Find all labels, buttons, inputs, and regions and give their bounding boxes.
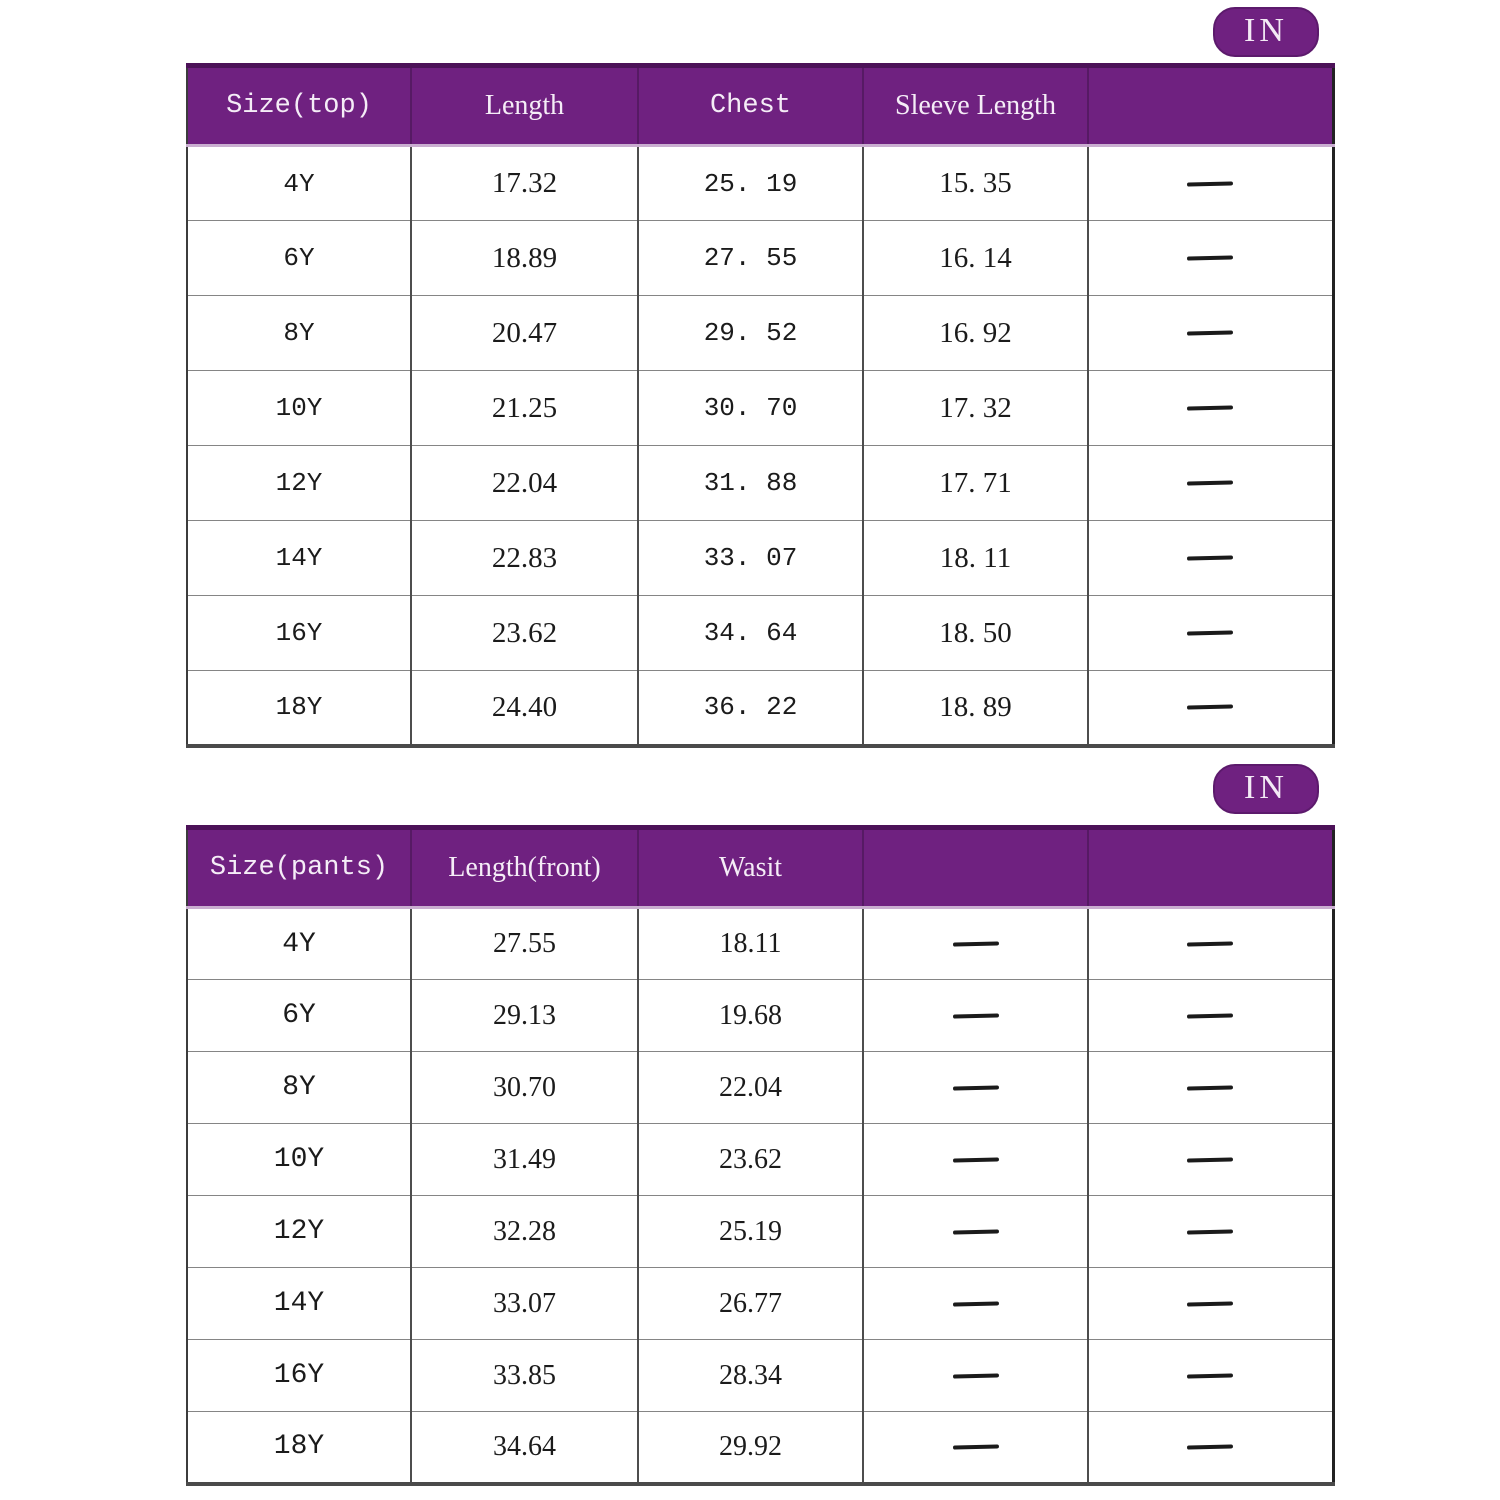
dash-mark [1187,181,1233,186]
empty-measurement-cell [863,1268,1088,1340]
size-cell: 10Y [187,1124,411,1196]
measurement-cell: 29.13 [411,980,638,1052]
column-header [863,828,1088,908]
dash-mark [1187,1013,1233,1018]
measurement-cell: 22.04 [638,1052,863,1124]
measurement-cell: 29.92 [638,1412,863,1484]
dash-mark [1187,1157,1233,1162]
size-cell: 4Y [187,908,411,980]
size-cell: 12Y [187,1196,411,1268]
dash-mark [952,1373,998,1378]
empty-measurement-cell [1088,596,1333,671]
empty-measurement-cell [1088,296,1333,371]
table-row [187,1124,1333,1196]
measurement-cell: 17. 32 [863,371,1088,446]
measurement-cell: 24.40 [411,671,638,746]
column-header: Size(pants) [187,828,411,908]
dash-mark [952,1301,998,1306]
column-header [1088,828,1333,908]
measurement-cell: 18. 50 [863,596,1088,671]
table-row [187,908,1333,980]
empty-measurement-cell [1088,1124,1333,1196]
measurement-cell: 33.85 [411,1340,638,1412]
measurement-cell: 31. 88 [638,446,863,521]
dash-mark [1187,330,1233,335]
column-header: Length(front) [411,828,638,908]
size-cell: 12Y [187,446,411,521]
measurement-cell: 18. 89 [863,671,1088,746]
measurement-cell: 21.25 [411,371,638,446]
measurement-cell: 34. 64 [638,596,863,671]
measurement-cell: 30.70 [411,1052,638,1124]
header-row [187,66,1333,146]
empty-measurement-cell [863,1412,1088,1484]
empty-measurement-cell [1088,146,1333,221]
measurement-cell: 22.04 [411,446,638,521]
measurement-cell: 16. 14 [863,221,1088,296]
measurement-cell: 25. 19 [638,146,863,221]
table-row [187,1196,1333,1268]
empty-measurement-cell [863,1340,1088,1412]
dash-mark [952,1085,998,1090]
size-cell: 16Y [187,1340,411,1412]
empty-measurement-cell [863,908,1088,980]
empty-measurement-cell [1088,371,1333,446]
empty-measurement-cell [1088,1196,1333,1268]
table-row [187,521,1333,596]
table-row [187,1412,1333,1484]
dash-mark [952,1157,998,1162]
measurement-cell: 16. 92 [863,296,1088,371]
measurement-cell: 17.32 [411,146,638,221]
empty-measurement-cell [1088,221,1333,296]
dash-mark [1187,1085,1233,1090]
table-row [187,371,1333,446]
empty-measurement-cell [863,980,1088,1052]
measurement-cell: 27. 55 [638,221,863,296]
table-row [187,671,1333,746]
table-row [187,296,1333,371]
measurement-cell: 34.64 [411,1412,638,1484]
size-cell: 16Y [187,596,411,671]
measurement-cell: 27.55 [411,908,638,980]
empty-measurement-cell [863,1052,1088,1124]
measurement-cell: 20.47 [411,296,638,371]
empty-measurement-cell [1088,1268,1333,1340]
empty-measurement-cell [1088,1412,1333,1484]
size-cell: 18Y [187,1412,411,1484]
measurement-cell: 33.07 [411,1268,638,1340]
empty-measurement-cell [1088,446,1333,521]
size-cell: 14Y [187,521,411,596]
dash-mark [1187,941,1233,946]
column-header: Wasit [638,828,863,908]
size-cell: 4Y [187,146,411,221]
table-row [187,596,1333,671]
measurement-cell: 36. 22 [638,671,863,746]
dash-mark [1187,1229,1233,1234]
dash-mark [1187,630,1233,635]
size-cell: 8Y [187,296,411,371]
measurement-cell: 18. 11 [863,521,1088,596]
table-row [187,980,1333,1052]
header-row [187,828,1333,908]
column-header [1088,66,1333,146]
size-cell: 6Y [187,980,411,1052]
column-header: Chest [638,66,863,146]
measurement-cell: 17. 71 [863,446,1088,521]
dash-mark [952,1444,998,1449]
column-header: Sleeve Length [863,66,1088,146]
column-header: Length [411,66,638,146]
measurement-cell: 18.11 [638,908,863,980]
dash-mark [1187,255,1233,260]
size-cell: 6Y [187,221,411,296]
unit-badge-bottom: IN [1213,764,1319,814]
empty-measurement-cell [1088,980,1333,1052]
measurement-cell: 23.62 [638,1124,863,1196]
measurement-cell: 28.34 [638,1340,863,1412]
top-size-table [186,63,1335,748]
measurement-cell: 30. 70 [638,371,863,446]
measurement-cell: 22.83 [411,521,638,596]
unit-badge-top: IN [1213,7,1319,57]
measurement-cell: 23.62 [411,596,638,671]
dash-mark [1187,480,1233,485]
column-header: Size(top) [187,66,411,146]
dash-mark [1187,1444,1233,1449]
table-row [187,446,1333,521]
table-row [187,221,1333,296]
empty-measurement-cell [1088,1340,1333,1412]
table-row [187,146,1333,221]
measurement-cell: 15. 35 [863,146,1088,221]
measurement-cell: 29. 52 [638,296,863,371]
measurement-cell: 32.28 [411,1196,638,1268]
table-row [187,1268,1333,1340]
dash-mark [1187,1301,1233,1306]
dash-mark [952,1229,998,1234]
measurement-cell: 25.19 [638,1196,863,1268]
empty-measurement-cell [1088,671,1333,746]
dash-mark [1187,555,1233,560]
measurement-cell: 33. 07 [638,521,863,596]
dash-mark [952,1013,998,1018]
measurement-cell: 26.77 [638,1268,863,1340]
table-row [187,1052,1333,1124]
dash-mark [1187,405,1233,410]
size-cell: 18Y [187,671,411,746]
dash-mark [952,941,998,946]
measurement-cell: 31.49 [411,1124,638,1196]
empty-measurement-cell [1088,1052,1333,1124]
measurement-cell: 19.68 [638,980,863,1052]
empty-measurement-cell [863,1124,1088,1196]
size-cell: 14Y [187,1268,411,1340]
dash-mark [1187,705,1233,710]
pants-size-table [186,825,1335,1486]
size-cell: 8Y [187,1052,411,1124]
dash-mark [1187,1373,1233,1378]
size-cell: 10Y [187,371,411,446]
empty-measurement-cell [1088,521,1333,596]
empty-measurement-cell [1088,908,1333,980]
measurement-cell: 18.89 [411,221,638,296]
empty-measurement-cell [863,1196,1088,1268]
table-row [187,1340,1333,1412]
